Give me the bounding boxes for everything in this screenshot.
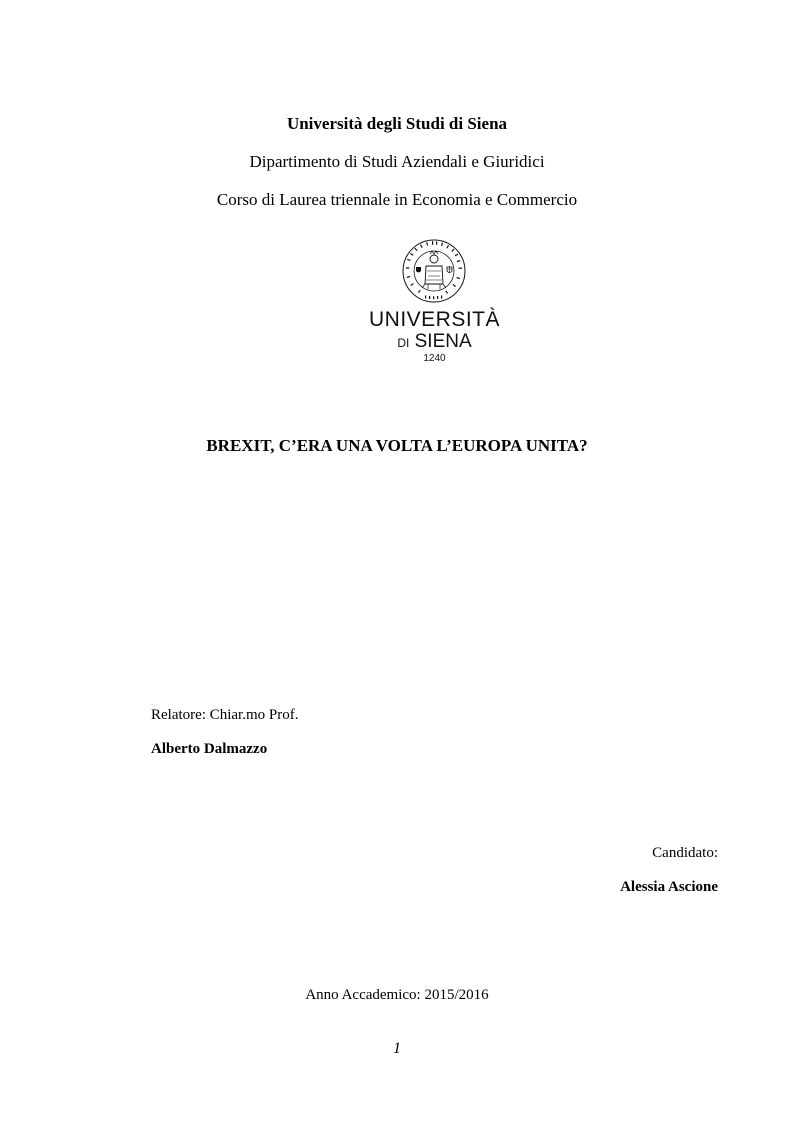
academic-year: Anno Accademico: 2015/2016 bbox=[305, 987, 489, 1003]
supervisor-name: Alberto Dalmazzo bbox=[151, 741, 268, 757]
candidate-label: Candidato: bbox=[652, 845, 718, 861]
logo-year: 1240 bbox=[423, 353, 446, 364]
logo-word-di-siena bbox=[362, 331, 507, 354]
logo-word-universita: UNIVERSITÀ bbox=[368, 308, 501, 331]
candidate-name: Alessia Ascione bbox=[620, 879, 718, 895]
course-name: Corso di Laurea triennale in Economia e Commercio bbox=[216, 190, 578, 209]
logo-word-siena: SIENA bbox=[414, 331, 472, 352]
logo-word-di: DI bbox=[397, 336, 410, 350]
university-seal-icon bbox=[398, 238, 470, 304]
thesis-title: BREXIT, C’ERA UNA VOLTA L’EUROPA UNITA? bbox=[206, 436, 588, 455]
university-name: Università degli Studi di Siena bbox=[286, 114, 508, 133]
department-name: Dipartimento di Studi Aziendali e Giuridici bbox=[249, 152, 545, 171]
university-logo bbox=[362, 238, 507, 368]
supervisor-label: Relatore: Chiar.mo Prof. bbox=[151, 707, 299, 723]
page-number: 1 bbox=[393, 1040, 401, 1057]
